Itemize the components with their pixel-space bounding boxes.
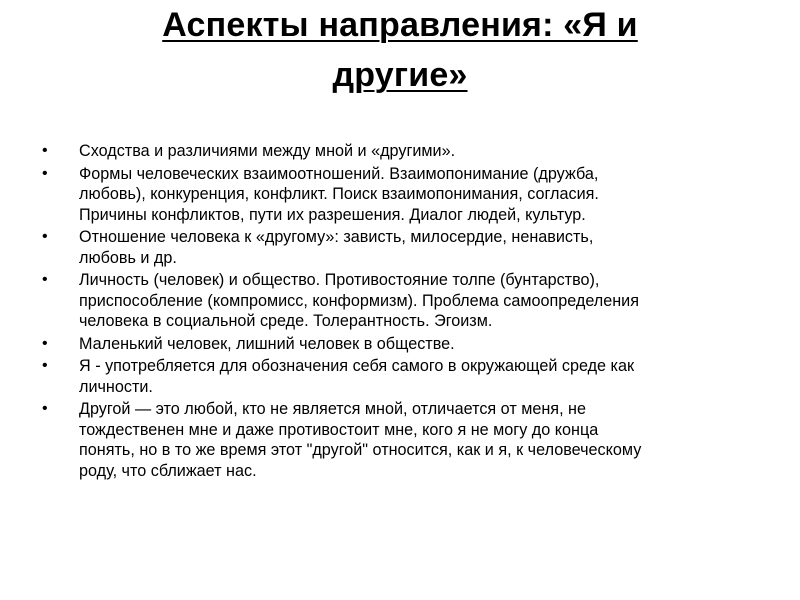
bullet-line: Формы человеческих взаимоотношений. Взаимопонимание (дружба, <box>79 164 599 183</box>
bullet-item-little-man <box>40 334 770 355</box>
bullet-item-other-definition <box>40 399 770 481</box>
bullet-item-attitude <box>40 227 770 268</box>
bullet-item-self-definition <box>40 356 770 397</box>
bullet-dot-icon: • <box>42 271 48 288</box>
bullet-line: приспособление (компромисс, конформизм). Проблема самоопределения <box>79 291 639 310</box>
bullet-line: любовь и др. <box>79 248 177 267</box>
bullet-line: Личность (человек) и общество. Противостояние толпе (бунтарство), <box>79 271 600 289</box>
bullet-line: любовь), конкуренция, конфликт. Поиск взаимопонимания, согласия. <box>79 185 599 203</box>
bullet-line: Сходства и различиями между мной и «другими». <box>79 142 456 160</box>
bullet-line: человека в социальной среде. Толерантность. Эгоизм. <box>79 312 493 330</box>
bullet-dot-icon: • <box>42 142 48 159</box>
bullet-item-similarities <box>40 141 770 162</box>
bullet-item-relationships <box>40 164 770 226</box>
bullet-line: Маленький человек, лишний человек в обществе. <box>79 334 455 353</box>
bullet-item-personality-society <box>40 270 770 332</box>
bullet-line: понять, но в то же время этот "другой" относится, как и я, к человеческому <box>79 441 642 459</box>
bullet-dot-icon: • <box>42 164 48 182</box>
bullet-line: Я - употребляется для обозначения себя самого в окружающей среде как <box>79 357 635 375</box>
bullet-list <box>40 141 770 483</box>
bullet-dot-icon: • <box>42 228 48 245</box>
bullet-line: тождественен мне и даже противостоит мне, кого я не могу до конца <box>79 420 599 439</box>
bullet-dot-icon: • <box>42 357 48 374</box>
bullet-dot-icon: • <box>42 334 48 352</box>
bullet-line: Другой — это любой, кто не является мной, отличается от меня, не <box>79 400 587 418</box>
slide-title-line-2: другие» <box>332 56 468 94</box>
bullet-line: Причины конфликтов, пути их разрешения. Диалог людей, культур. <box>79 205 586 224</box>
bullet-line: Отношение человека к «другому»: зависть, милосердие, ненависть, <box>79 228 594 246</box>
bullet-line: роду, что сближает нас. <box>79 461 257 480</box>
bullet-line: личности. <box>79 377 153 396</box>
slide-title <box>40 0 760 100</box>
slide-title-line-1: Аспекты направления: «Я и <box>162 6 638 44</box>
bullet-dot-icon: • <box>42 400 48 417</box>
